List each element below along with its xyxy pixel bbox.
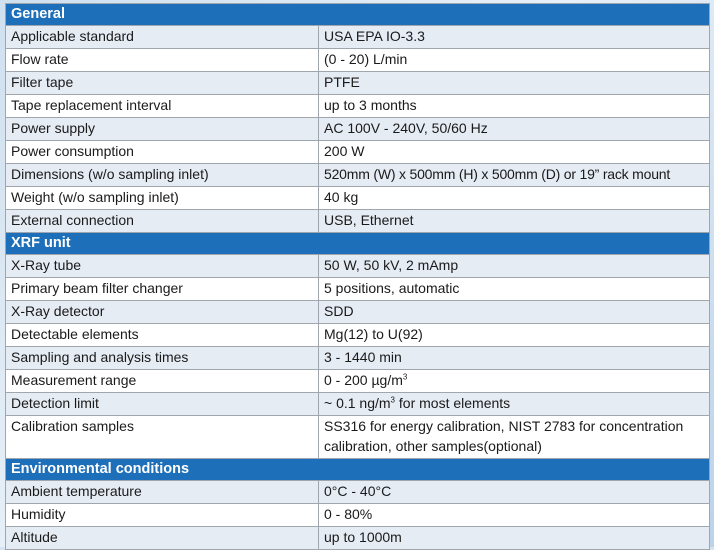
- row-label: Detectable elements: [6, 324, 319, 347]
- row-label: External connection: [6, 210, 319, 233]
- row-label: Filter tape: [6, 72, 319, 95]
- section-title: General: [6, 4, 710, 26]
- table-row: [6, 118, 710, 141]
- specifications-table: [5, 3, 710, 550]
- value-text: ~ 0.1 ng/m: [324, 395, 391, 411]
- row-label: Measurement range: [6, 370, 319, 393]
- row-value: 0 - 80%: [319, 504, 710, 527]
- row-label: X-Ray tube: [6, 255, 319, 278]
- table-row: [6, 393, 710, 416]
- row-label: Tape replacement interval: [6, 95, 319, 118]
- row-value: USB, Ethernet: [319, 210, 710, 233]
- section-header-environmental-conditions: [6, 459, 710, 481]
- table-row: [6, 481, 710, 504]
- spec-sheet: [5, 3, 709, 545]
- row-label: Applicable standard: [6, 26, 319, 49]
- table-row: [6, 49, 710, 72]
- row-value: up to 1000m: [319, 527, 710, 550]
- section-title: Environmental conditions: [6, 459, 710, 481]
- table-row: [6, 72, 710, 95]
- table-row: [6, 324, 710, 347]
- row-label: Dimensions (w/o sampling inlet): [6, 164, 319, 187]
- row-value: PTFE: [319, 72, 710, 95]
- row-value: SS316 for energy calibration, NIST 2783 for concentration calibration, other samples(optional): [319, 416, 710, 459]
- value-text-after: for most elements: [395, 395, 511, 411]
- row-label: Weight (w/o sampling inlet): [6, 187, 319, 210]
- table-row: [6, 301, 710, 324]
- row-value: SDD: [319, 301, 710, 324]
- table-row: [6, 164, 710, 187]
- row-label: Sampling and analysis times: [6, 347, 319, 370]
- row-label: Power supply: [6, 118, 319, 141]
- table-row: [6, 416, 710, 459]
- row-value: up to 3 months: [319, 95, 710, 118]
- row-label: Detection limit: [6, 393, 319, 416]
- table-row: [6, 347, 710, 370]
- row-value: 5 positions, automatic: [319, 278, 710, 301]
- row-value: (0 - 20) L/min: [319, 49, 710, 72]
- table-row: [6, 141, 710, 164]
- row-value: 520mm (W) x 500mm (H) x 500mm (D) or 19” rack mount: [319, 164, 710, 187]
- table-row: [6, 255, 710, 278]
- row-label: Ambient temperature: [6, 481, 319, 504]
- row-value: 3 - 1440 min: [319, 347, 710, 370]
- row-value: 200 W: [319, 141, 710, 164]
- table-row: [6, 95, 710, 118]
- row-label: Flow rate: [6, 49, 319, 72]
- row-value: Mg(12) to U(92): [319, 324, 710, 347]
- table-row: [6, 504, 710, 527]
- table-row: [6, 370, 710, 393]
- row-value: 40 kg: [319, 187, 710, 210]
- row-value: AC 100V - 240V, 50/60 Hz: [319, 118, 710, 141]
- row-value: USA EPA IO-3.3: [319, 26, 710, 49]
- row-value: [319, 370, 710, 393]
- row-value: [319, 393, 710, 416]
- row-value: 50 W, 50 kV, 2 mAmp: [319, 255, 710, 278]
- row-label: Calibration samples: [6, 416, 319, 459]
- row-label: Primary beam filter changer: [6, 278, 319, 301]
- section-title: XRF unit: [6, 233, 710, 255]
- table-row: [6, 278, 710, 301]
- superscript: 3: [402, 372, 408, 382]
- table-row: [6, 210, 710, 233]
- superscript: 3: [390, 395, 395, 405]
- row-label: X-Ray detector: [6, 301, 319, 324]
- row-value: 0°C - 40°C: [319, 481, 710, 504]
- row-label: Humidity: [6, 504, 319, 527]
- row-label: Power consumption: [6, 141, 319, 164]
- row-label: Altitude: [6, 527, 319, 550]
- table-row: [6, 187, 710, 210]
- table-row: [6, 26, 710, 49]
- section-header-general: [6, 4, 710, 26]
- value-text: 0 - 200 µg/m: [324, 372, 403, 388]
- section-header-xrf-unit: [6, 233, 710, 255]
- table-row: [6, 527, 710, 550]
